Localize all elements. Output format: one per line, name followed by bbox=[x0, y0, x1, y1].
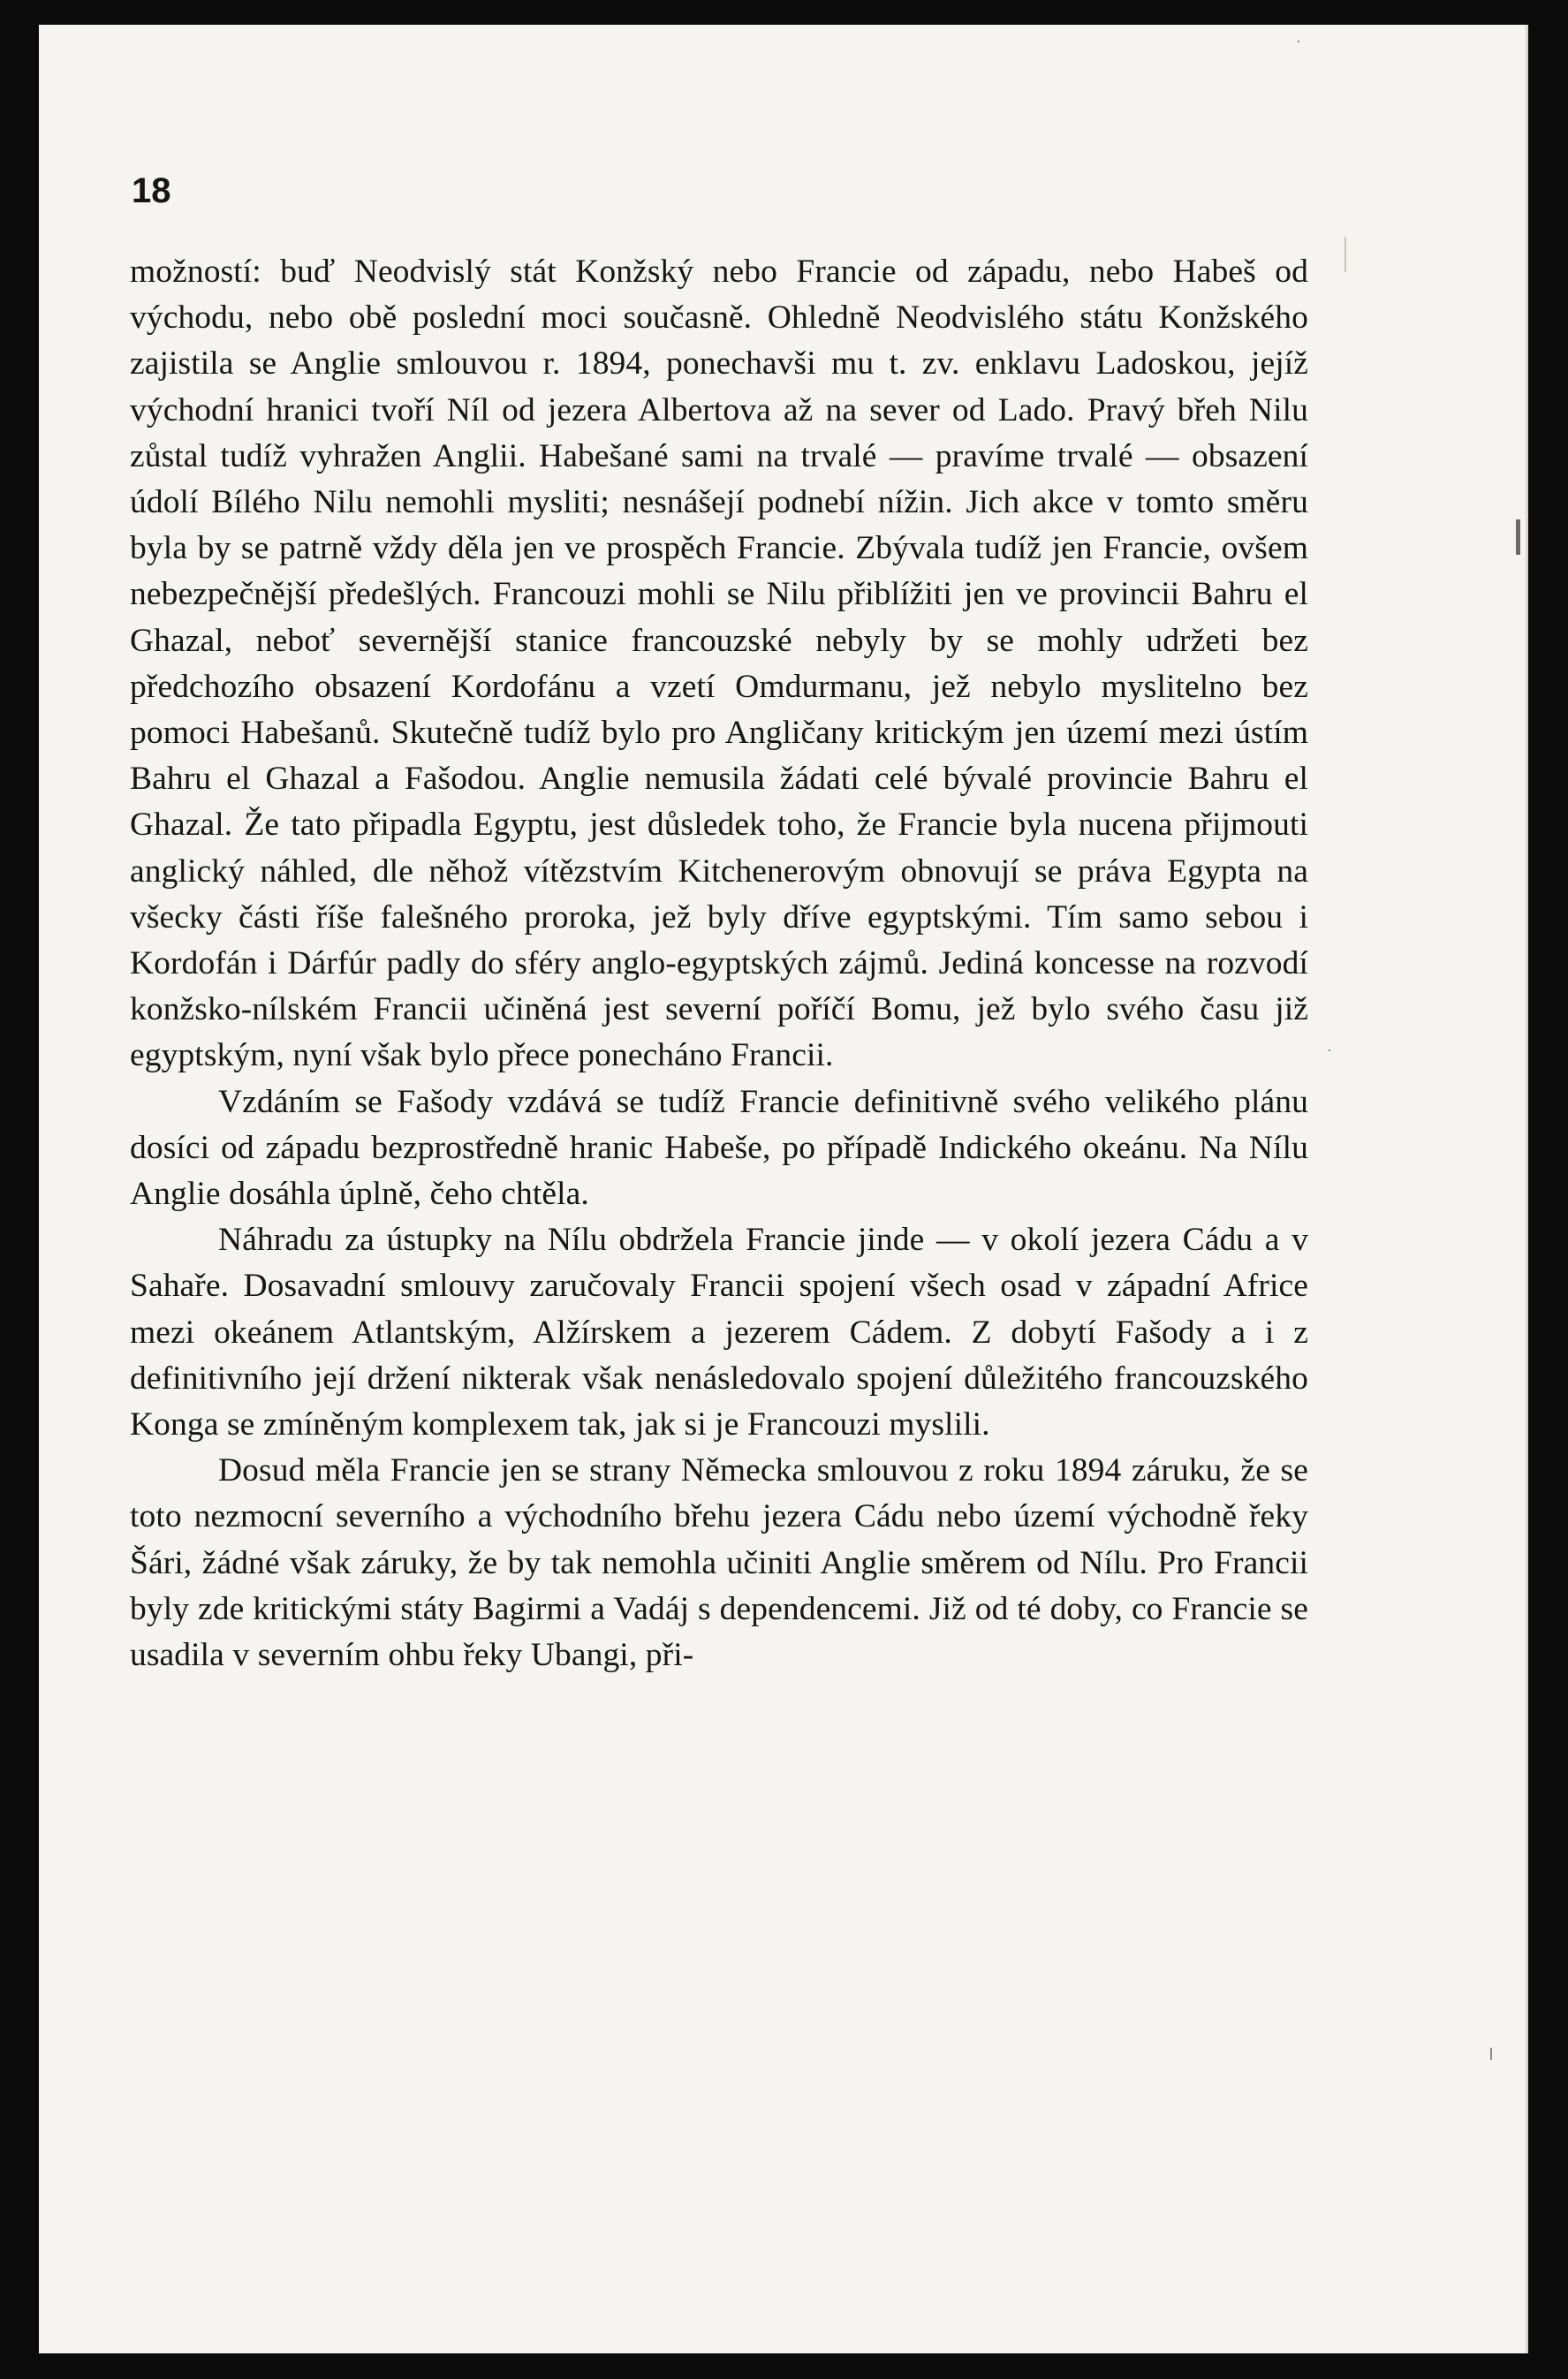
page-number: 18 bbox=[132, 171, 171, 210]
scan-edge-mark bbox=[1329, 1049, 1330, 1051]
paragraph: Dosud měla Francie jen se strany Německa smlouvou z roku 1894 záruku, že se toto nezmocní severního a východního břehu jezera Cádu nebo území východně řeky Šári, žádné však záruky, že by tak nemohla učiniti Anglie směrem od Nílu. Pro Francii byly zde kritickými státy Bagirmi a Vadáj s dependencemi. Již od té doby, co Francie se usadila v severním ohbu řeky Ubangi, při- bbox=[130, 1452, 1308, 1674]
scan-edge-mark bbox=[1516, 519, 1520, 555]
page-body-text bbox=[130, 249, 1308, 1678]
paragraph: Náhradu za ústupky na Nílu obdržela Francie jinde — v okolí jezera Cádu a v Sahaře. Dosavadní smlouvy zaručovaly Francii spojení všech osad v západní Africe mezi okeánem Atlantským, Alžírskem a jezerem Cádem. Z dobytí Fašody a i z definitivního její držení nikterak však nenásledovalo spojení důležitého francouzského Konga se zmíněným komplexem tak, jak si je Francouzi myslili. bbox=[130, 1222, 1308, 1443]
paragraph: možností: buď Neodvislý stát Konžský nebo Francie od západu, nebo Habeš od východu, nebo obě poslední moci současně. Ohledně Neodvislého státu Konžského zajistila se Anglie smlouvou r. 1894, ponechavši mu t. zv. enklavu Ladoskou, jejíž východní hranici tvoří Níl od jezera Albertova až na sever od Lado. Pravý břeh Nilu zůstal tudíž vyhražen Anglii. Habešané sami na trvalé — pravíme trvalé — obsazení údolí Bílého Nilu nemohli mysliti; nesnášejí podnebí nížin. Jich akce v tomto směru byla by se patrně vždy děla jen ve prospěch Francie. Zbývala tudíž jen Francie, ovšem nebezpečnější předešlých. Francouzi mohli se Nilu přiblížiti jen ve provincii Bahru el Ghazal, neboť severnější stanice francouzské nebyly by se mohly udržeti bez předchozího obsazení Kordofánu a vzetí Omdurmanu, jež nebylo myslitelno bez pomoci Habešanů. Skutečně tudíž bylo pro Angličany kritickým jen území mezi ústím Bahru el Ghazal a Fašodou. Anglie nemusila žádati celé bývalé provincie Bahru el Ghazal. Že tato připadla Egyptu, jest důsledek toho, že Francie byla nucena přijmouti anglický náhled, dle něhož vítězstvím Kitchenerovým obnovují se práva Egypta na všecky části říše falešného proroka, jež byly dříve egyptskými. Tím samo sebou i Kordofán i Dárfúr padly do sféry anglo-egyptských zájmů. Jediná koncesse na rozvodí konžsko-nílském Francii učiněná jest severní poříčí Bomu, jež bylo svého času již egyptským, nyní však bylo přece ponecháno Francii. bbox=[130, 254, 1308, 1074]
scan-edge-mark bbox=[1345, 237, 1346, 272]
scan-edge-mark bbox=[1298, 41, 1299, 42]
paragraph: Vzdáním se Fašody vzdává se tudíž Francie definitivně svého velikého plánu dosíci od západu bezprostředně hranic Habeše, po případě Indického okeánu. Na Nílu Anglie dosáhla úplně, čeho chtěla. bbox=[130, 1083, 1308, 1213]
scan-edge-mark bbox=[1490, 2048, 1492, 2060]
